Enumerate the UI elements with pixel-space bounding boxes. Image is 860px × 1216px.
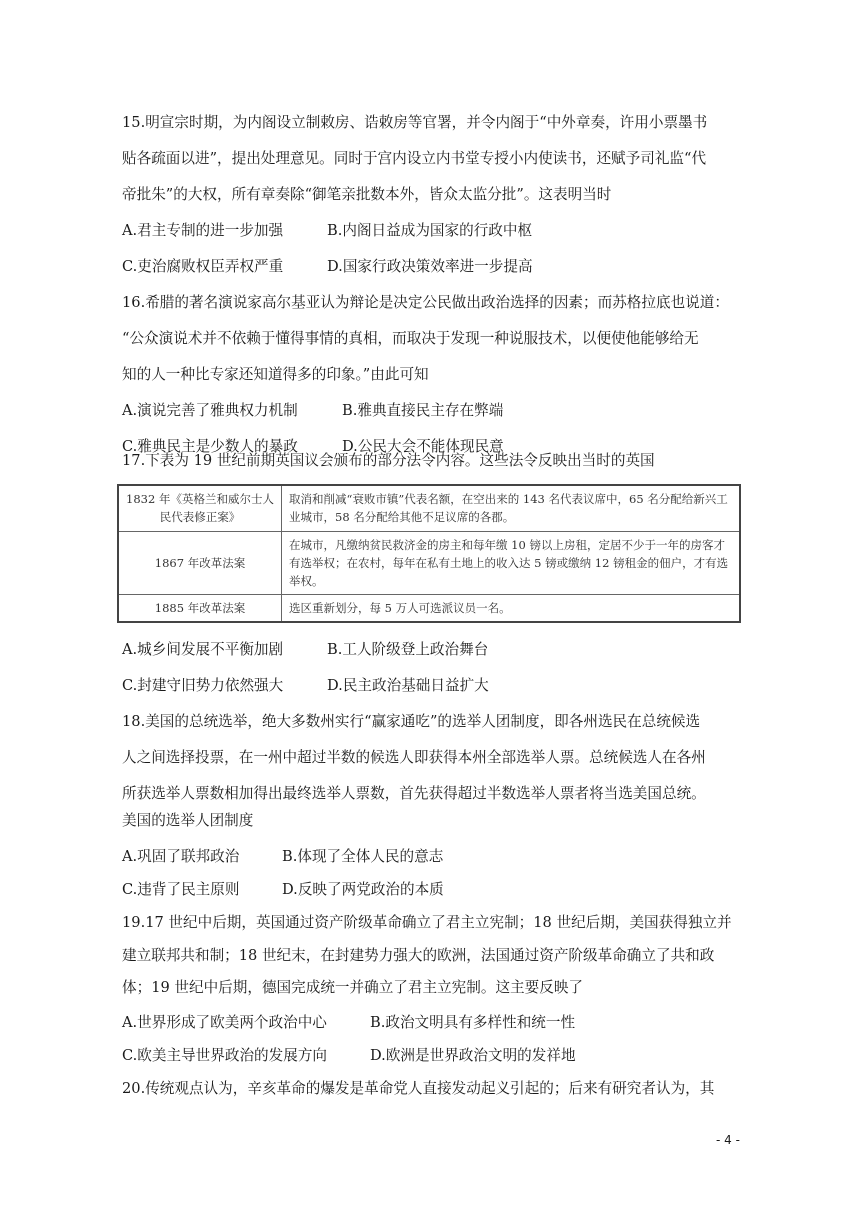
q18-line-2: 人之间选择投票，在一州中超过半数的候选人即获得本州全部选举人票。总统候选人在各州 bbox=[122, 749, 706, 766]
q18-option-d: D.反映了两党政治的本质 bbox=[282, 881, 444, 898]
law-content-cell: 选区重新划分，每 5 万人可选派议员一名。 bbox=[282, 594, 741, 622]
q16-line-3: 知的人一种比专家还知道得多的印象。”由此可知 bbox=[122, 366, 429, 383]
law-name-cell: 1885 年改革法案 bbox=[118, 594, 282, 622]
q17-options-row-2 bbox=[122, 676, 489, 696]
q19-line-1: 19.17 世纪中后期，英国通过资产阶级革命确立了君主立宪制；18 世纪后期，美国获得独立并 bbox=[122, 914, 732, 931]
q17-option-c: C.封建守旧势力依然强大 bbox=[122, 677, 284, 694]
q19-option-d: D.欧洲是世界政治文明的发祥地 bbox=[370, 1047, 576, 1064]
page-number: - 4 - bbox=[716, 1133, 740, 1147]
q18-line-4: 美国的选举人团制度 bbox=[122, 812, 254, 829]
q16-line-2: “公众演说术并不依赖于懂得事情的真相，而取决于发现一种说服技术，以便使他能够给无 bbox=[122, 330, 699, 347]
q18-options-row-2 bbox=[122, 880, 444, 900]
q19-line-2: 建立联邦共和制；18 世纪末，在封建势力强大的欧洲，法国通过资产阶级革命确立了共和政 bbox=[122, 947, 715, 964]
q16-option-a: A.演说完善了雅典权力机制 bbox=[122, 402, 298, 419]
q18-line-3: 所获选举人票数相加得出最终选举人票数，首先获得超过半数选举人票者将当选美国总统。 bbox=[122, 785, 706, 802]
q17-option-a: A.城乡间发展不平衡加剧 bbox=[122, 641, 284, 658]
q18-line-1: 18.美国的总统选举，绝大多数州实行“赢家通吃”的选举人团制度，即各州选民在总统候选 bbox=[122, 713, 701, 730]
table-row bbox=[118, 485, 740, 531]
q18-option-c: C.违背了民主原则 bbox=[122, 881, 240, 898]
q18-option-a: A.巩固了联邦政治 bbox=[122, 848, 240, 865]
q15-option-a: A.君主专制的进一步加强 bbox=[122, 222, 284, 239]
q15-option-c: C.吏治腐败权臣弄权严重 bbox=[122, 258, 284, 275]
q17-line-1: 17.下表为 19 世纪前期英国议会颁布的部分法令内容。这些法令反映出当时的英国 bbox=[122, 452, 655, 469]
q16-option-b: B.雅典直接民主存在弊端 bbox=[342, 402, 504, 419]
q15-option-d: D.国家行政决策效率进一步提高 bbox=[327, 258, 533, 275]
q15-options-row-2 bbox=[122, 257, 533, 277]
q19-option-a: A.世界形成了欧美两个政治中心 bbox=[122, 1014, 327, 1031]
q17-option-d: D.民主政治基础日益扩大 bbox=[327, 677, 489, 694]
law-name-cell: 1867 年改革法案 bbox=[118, 531, 282, 594]
q16-options-row-1 bbox=[122, 401, 503, 421]
q15-line-2: 贴各疏面以进”，提出处理意见。同时于宫内设立内书堂专授小内使读书，还赋予司礼监“代 bbox=[122, 150, 707, 167]
q15-option-b: B.内阁日益成为国家的行政中枢 bbox=[327, 222, 533, 239]
q16-option-c: C.雅典民主是少数人的暴政 bbox=[122, 438, 298, 455]
q15-line-1: 15.明宣宗时期，为内阁设立制敕房、诰敕房等官署，并令内阁于“中外章奏，许用小票墨书 bbox=[122, 114, 708, 131]
law-name-cell: 1832 年《英格兰和威尔士人民代表修正案》 bbox=[118, 485, 282, 531]
q18-option-b: B.体现了全体人民的意志 bbox=[282, 848, 444, 865]
law-content-cell: 取消和削减“衰败市镇”代表名额，在空出来的 143 名代表议席中，65 名分配给新兴工业城市，58 名分配给其他不足议席的各郡。 bbox=[282, 485, 741, 531]
q19-option-b: B.政治文明具有多样性和统一性 bbox=[370, 1014, 576, 1031]
q17-options-row-1 bbox=[122, 640, 488, 660]
law-table bbox=[117, 484, 741, 623]
q18-options-row-1 bbox=[122, 847, 443, 867]
q16-option-d: D.公民大会不能体现民意 bbox=[342, 438, 504, 455]
q16-line-1: 16.希腊的著名演说家高尔基亚认为辩论是决定公民做出政治选择的因素；而苏格拉底也说道： bbox=[122, 294, 729, 311]
law-content-cell: 在城市，凡缴纳贫民救济金的房主和每年缴 10 镑以上房租，定居不少于一年的房客才有选举权；在农村，每年在私有土地上的收入达 5 镑或缴纳 12 镑租金的佃户，才有选举权。 bbox=[282, 531, 741, 594]
q19-options-row-2 bbox=[122, 1046, 576, 1066]
q15-options-row-1 bbox=[122, 221, 532, 241]
q15-line-3: 帝批朱”的大权，所有章奏除“御笔亲批数本外，皆众太监分批”。这表明当时 bbox=[122, 186, 612, 203]
q19-options-row-1 bbox=[122, 1013, 575, 1033]
q20-line-1: 20.传统观点认为，辛亥革命的爆发是革命党人直接发动起义引起的；后来有研究者认为，其 bbox=[122, 1080, 715, 1097]
q19-option-c: C.欧美主导世界政治的发展方向 bbox=[122, 1047, 328, 1064]
q19-line-3: 体；19 世纪中后期，德国完成统一并确立了君主立宪制。这主要反映了 bbox=[122, 979, 584, 996]
q17-option-b: B.工人阶级登上政治舞台 bbox=[327, 641, 489, 658]
table-row bbox=[118, 531, 740, 594]
table-row bbox=[118, 594, 740, 622]
